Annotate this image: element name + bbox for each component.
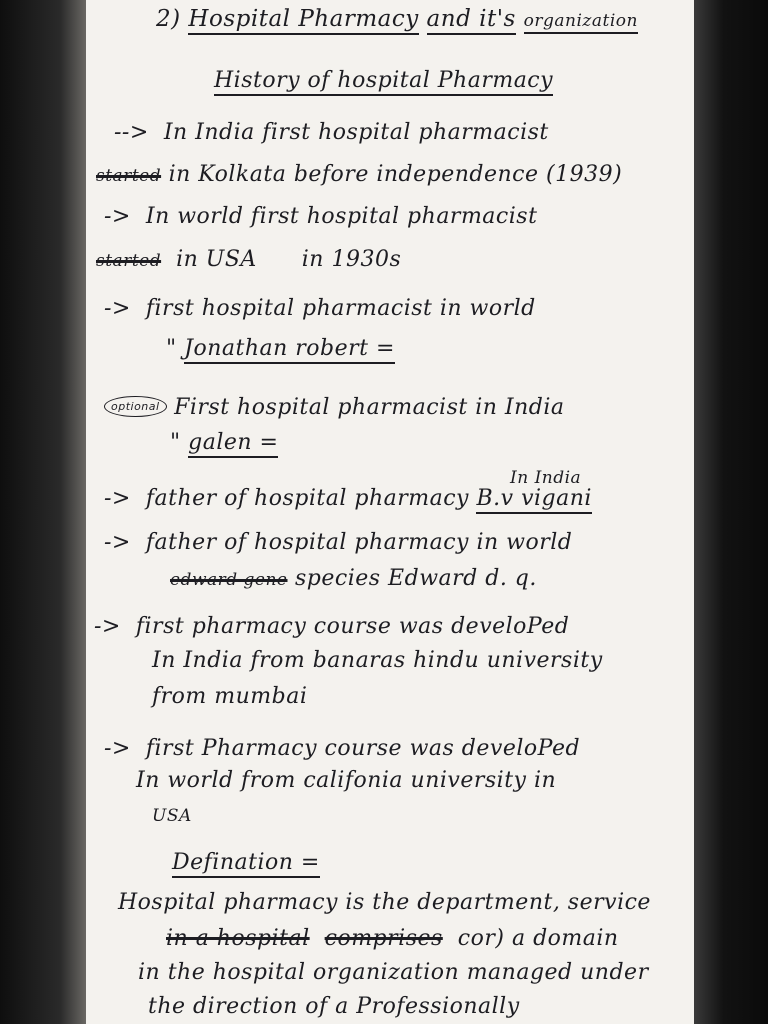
heading-number: 2) (156, 6, 181, 32)
subheading (214, 68, 553, 93)
note-text: in Kolkata before independence (1939) (168, 162, 623, 187)
subheading-text: History of hospital Pharmacy (214, 68, 553, 96)
struck-phrase: in a hospital (166, 926, 310, 951)
note-text: In India from banaras hindu university (152, 648, 603, 673)
heading-title-part1: Hospital Pharmacy (188, 6, 418, 35)
note-line-14 (152, 648, 603, 673)
struck-word: started (96, 166, 162, 186)
note-line-18 (152, 806, 192, 826)
arrow-icon: -> (104, 530, 131, 555)
note-line-17 (136, 768, 556, 793)
note-line-2 (96, 162, 622, 187)
note-text: first Pharmacy course was develoPed (145, 736, 581, 761)
arrow-icon: -> (94, 614, 121, 639)
definition-heading (172, 850, 320, 875)
page-edge-shadow-left (0, 0, 86, 1024)
definition-line-1 (118, 890, 651, 915)
note-line-11 (104, 530, 572, 555)
note-line-9 (510, 468, 581, 488)
definition-line-3 (138, 960, 649, 985)
note-line-10 (104, 486, 592, 511)
arrow-icon: --> (114, 120, 149, 145)
note-line-1 (114, 120, 549, 145)
definition-label: Defination = (172, 850, 320, 878)
page-edge-shadow-right (694, 0, 768, 1024)
page-heading (156, 6, 638, 32)
definition-text: cor) a domain (457, 926, 619, 951)
note-text: father of hospital pharmacy in world (145, 530, 573, 555)
note-text: in USA (176, 247, 257, 272)
struck-word: started (96, 251, 162, 271)
arrow-icon: -> (104, 486, 131, 511)
note-text: from mumbai (152, 684, 308, 709)
definition-text: Hospital pharmacy is the department, service (118, 890, 651, 915)
struck-phrase: comprises (324, 926, 443, 951)
optional-circle-note: optional (104, 396, 167, 417)
note-line-8 (170, 430, 278, 455)
notebook-page (86, 0, 694, 1024)
struck-word: edward gene (170, 570, 288, 590)
definition-line-2 (166, 926, 619, 951)
note-line-15 (152, 684, 307, 709)
note-text: USA (152, 806, 192, 826)
note-text-2: B.v vigani (476, 486, 591, 514)
arrow-icon: -> (104, 296, 131, 321)
note-text: species Edward d. q. (295, 566, 537, 591)
note-text: galen = (188, 430, 278, 458)
note-text: Jonathan robert = (184, 336, 395, 364)
note-text: In India (510, 468, 582, 488)
note-line-3 (104, 204, 537, 229)
ditto-mark: " (170, 430, 181, 455)
arrow-icon: -> (104, 736, 131, 761)
note-text: father of hospital pharmacy (145, 486, 469, 511)
note-text: first pharmacy course was develoPed (135, 614, 570, 639)
note-text: First hospital pharmacist in India (174, 395, 565, 420)
note-line-12 (170, 566, 537, 591)
note-text: In world from califonia university in (136, 768, 557, 793)
note-text-2: in 1930s (301, 247, 402, 272)
note-text: first hospital pharmacist in world (145, 296, 536, 321)
note-line-5 (104, 296, 536, 321)
arrow-icon: -> (104, 204, 131, 229)
heading-title-part2: and it's (427, 6, 516, 35)
definition-text: in the hospital organization managed under (138, 960, 649, 985)
bleed-through-text (506, 432, 511, 451)
note-line-16 (104, 736, 580, 761)
note-text: In India first hospital pharmacist (163, 120, 549, 145)
heading-title-part3: organization (524, 11, 638, 34)
definition-line-4 (148, 994, 520, 1019)
note-line-13 (94, 614, 569, 639)
note-line-6 (166, 336, 395, 361)
note-line-7 (104, 395, 564, 420)
note-text: In world first hospital pharmacist (145, 204, 538, 229)
definition-text: the direction of a Professionally (148, 994, 520, 1019)
note-line-4 (96, 247, 401, 272)
ditto-mark: " (166, 336, 177, 361)
